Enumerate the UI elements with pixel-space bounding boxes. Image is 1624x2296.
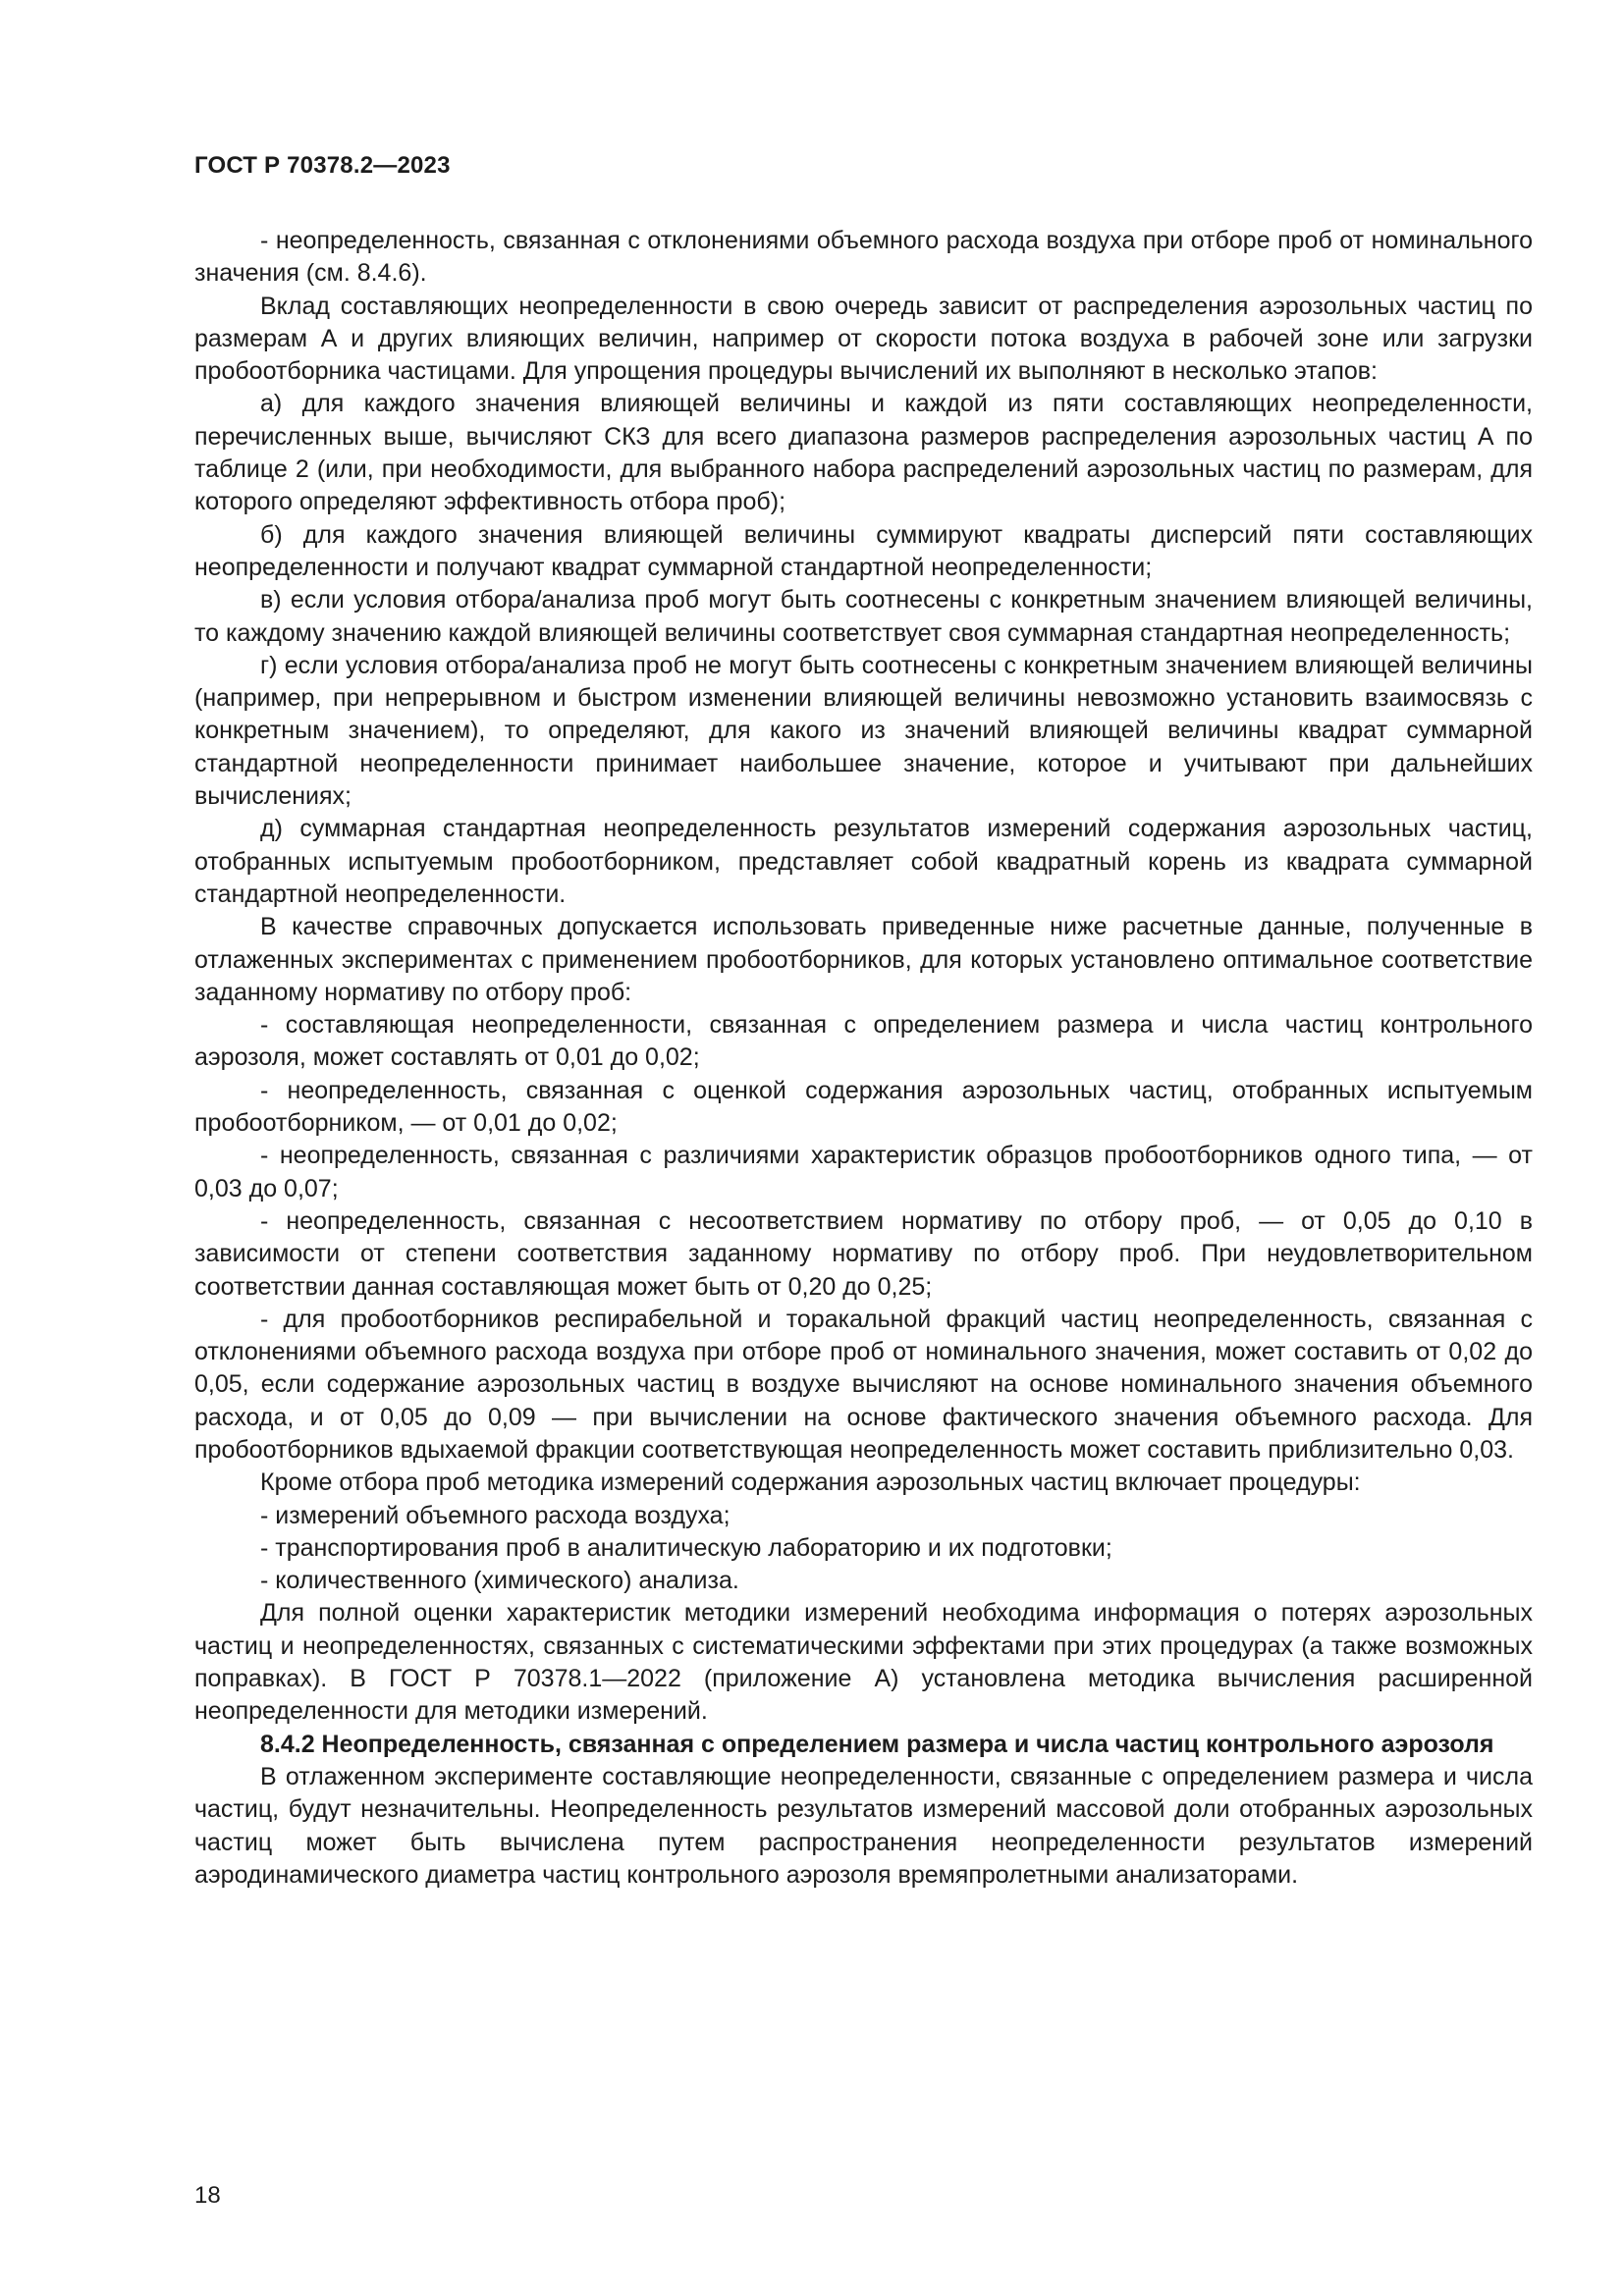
list-item: а) для каждого значения влияющей величины и каждой из пяти составляющих неопределенности, перечисленных выше, вычисляют СКЗ для всего диапазона размеров распределения аэрозольных частиц А по таблице 2 (или, при необходимости, для выбранного набора распределений аэрозольных частиц по размерам, для которого определяют эффективность отбора проб); (194, 390, 1533, 516)
list-item: - измерений объемного расхода воздуха; (260, 1501, 731, 1529)
paragraph: Для полной оценки характеристик методики измерений необходима информация о потерях аэрозольных частиц и неопределенностях, связанных с систематическими эффектами при этих процедурах (а также возможных поправках). В ГОСТ Р 70378.1—2022 (приложение А) установлена методика вычисления расширенной неопределенности для методики измерений. (194, 1599, 1533, 1726)
section-heading: 8.4.2 Неопределенность, связанная с определением размера и числа частиц контрольного аэрозоля (260, 1730, 1494, 1758)
list-item: - составляющая неопределенности, связанная с определением размера и числа частиц контрольного аэрозоля, может составлять от 0,01 до 0,02; (194, 1011, 1533, 1072)
list-item: - для пробоотборников респирабельной и торакальной фракций частиц неопределенность, связанная с отклонениями объемного расхода воздуха при отборе проб от номинального значения, может составить от 0,02 до 0,05, если содержание аэрозольных частиц в воздухе вычисляют на основе номинального значения объемного расхода, и от 0,05 до 0,09 — при вычислении на основе фактического значения объемного расхода. Для пробоотборников вдыхаемой фракции соответствующая неопределенность может составить приблизительно 0,03. (194, 1305, 1533, 1464)
list-item: - неопределенность, связанная с оценкой содержания аэрозольных частиц, отобранных испытуемым пробоотборником, — от 0,01 до 0,02; (194, 1076, 1533, 1138)
page-number: 18 (194, 2182, 221, 2209)
paragraph: Кроме отбора проб методика измерений содержания аэрозольных частиц включает процедуры: (260, 1468, 1361, 1497)
list-item: г) если условия отбора/анализа проб не могут быть соотнесены с конкретным значением влияющей величины (например, при непрерывном и быстром изменении влияющей величины невозможно установить взаимосвязь с конкретным значением), то определяют, для какого из значений влияющей величины квадрат суммарной стандартной неопределенности принимает наибольшее значение, которое и учитывают при дальнейших вычислениях; (194, 651, 1533, 811)
document-body (194, 225, 1533, 1892)
list-item: б) для каждого значения влияющей величины суммируют квадраты дисперсий пяти составляющих неопределенности и получают квадрат суммарной стандартной неопределенности; (194, 520, 1533, 581)
paragraph: - неопределенность, связанная с отклонениями объемного расхода воздуха при отборе проб от номинального значения (см. 8.4.6). (194, 227, 1533, 288)
list-item: - транспортирования проб в аналитическую лабораторию и их подготовки; (260, 1533, 1112, 1562)
list-item: д) суммарная стандартная неопределенность результатов измерений содержания аэрозольных частиц, отобранных испытуемым пробоотборником, представляет собой квадратный корень из квадрата суммарной стандартной неопределенности. (194, 815, 1533, 908)
list-item: - неопределенность, связанная с различиями характеристик образцов пробоотборников одного типа, — от 0,03 до 0,07; (194, 1142, 1533, 1202)
paragraph: В отлаженном эксперименте составляющие неопределенности, связанные с определением размера и числа частиц, будут незначительны. Неопределенность результатов измерений массовой доли отобранных аэрозольных частиц может быть вычислена путем распространения неопределенности результатов измерений аэродинамического диаметра частиц контрольного аэрозоля времяпролетными анализаторами. (194, 1762, 1533, 1889)
document-code-header: ГОСТ Р 70378.2—2023 (194, 152, 451, 179)
paragraph: Вклад составляющих неопределенности в свою очередь зависит от распределения аэрозольных частиц по размерам А и других влияющих величин, например от скорости потока воздуха в рабочей зоне или загрузки пробоотборника частицами. Для упрощения процедуры вычислений их выполняют в несколько этапов: (194, 292, 1533, 386)
list-item: - неопределенность, связанная с несоответствием нормативу по отбору проб, — от 0,05 до 0,10 в зависимости от степени соответствия заданному нормативу по отбору проб. При неудовлетворительном соответствии данная составляющая может быть от 0,20 до 0,25; (194, 1206, 1533, 1301)
list-item: в) если условия отбора/анализа проб могут быть соотнесены с конкретным значением влияющей величины, то каждому значению каждой влияющей величины соответствует своя суммарная стандартная неопределенность; (194, 586, 1533, 647)
list-item: - количественного (химического) анализа. (260, 1567, 739, 1595)
paragraph: В качестве справочных допускается использовать приведенные ниже расчетные данные, полученные в отлаженных экспериментах с применением пробоотборников, для которых установлено оптимальное соответствие заданному нормативу по отбору проб: (194, 913, 1533, 1006)
